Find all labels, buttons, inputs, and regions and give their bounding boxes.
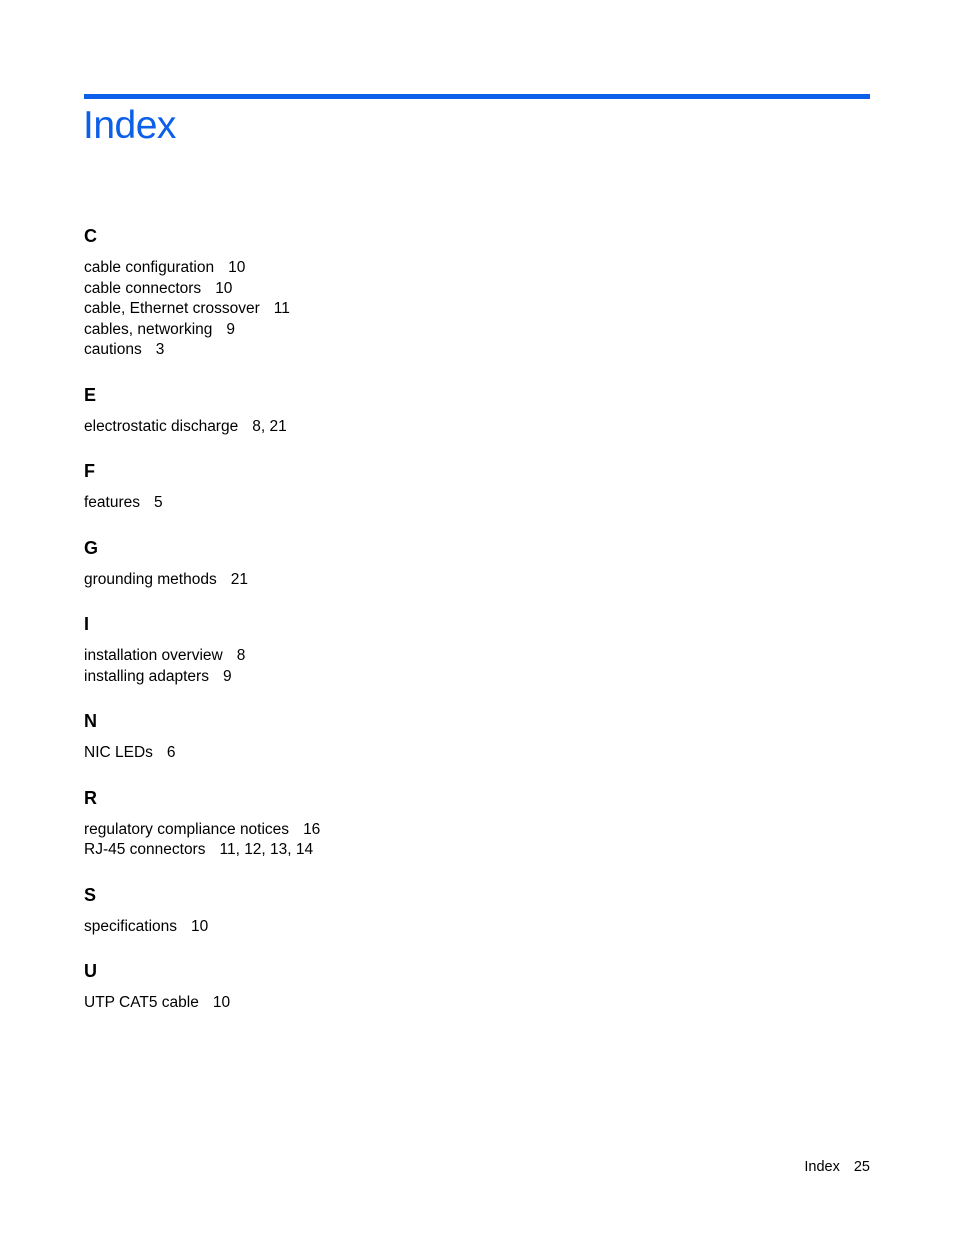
index-section-g bbox=[84, 534, 684, 591]
entry-term: cables, networking bbox=[84, 320, 213, 338]
section-letter: U bbox=[84, 961, 97, 981]
entry-term: cable configuration bbox=[84, 259, 215, 276]
entry-pages[interactable]: 11 bbox=[273, 300, 290, 317]
page-footer bbox=[804, 1157, 870, 1177]
entry-pages[interactable]: 6 bbox=[166, 744, 176, 761]
index-section-i bbox=[84, 610, 684, 687]
entry-term: installation overview bbox=[84, 647, 223, 664]
index-body bbox=[84, 222, 684, 1034]
index-entry bbox=[84, 340, 684, 361]
index-entry bbox=[84, 840, 684, 861]
index-section-r bbox=[84, 784, 684, 861]
entry-pages[interactable]: 9 bbox=[226, 320, 235, 338]
entry-pages[interactable]: 9 bbox=[222, 667, 232, 685]
entry-pages[interactable]: 21 bbox=[230, 570, 248, 588]
entry-term: installing adapters bbox=[84, 667, 209, 685]
section-letter: C bbox=[84, 226, 97, 246]
section-letter: F bbox=[84, 461, 95, 481]
entry-term: regulatory compliance notices bbox=[84, 820, 290, 838]
section-letter: E bbox=[84, 384, 97, 405]
index-entry bbox=[84, 646, 684, 667]
entry-term: features bbox=[84, 494, 141, 511]
entry-pages[interactable]: 3 bbox=[155, 341, 165, 358]
section-letter: G bbox=[84, 537, 99, 558]
index-entry bbox=[84, 258, 684, 279]
entry-term: grounding methods bbox=[84, 570, 217, 588]
entry-pages[interactable]: 10 bbox=[228, 259, 246, 276]
entry-term: specifications bbox=[84, 917, 178, 935]
entry-pages[interactable]: 10 bbox=[215, 279, 233, 297]
entry-term: RJ-45 connectors bbox=[84, 841, 206, 858]
entry-term: UTP CAT5 cable bbox=[84, 994, 199, 1011]
section-letter: S bbox=[84, 884, 97, 905]
entry-pages[interactable]: 16 bbox=[303, 820, 321, 838]
entry-pages[interactable]: 8, 21 bbox=[252, 417, 287, 435]
index-entry bbox=[84, 743, 684, 764]
index-entry bbox=[84, 279, 684, 300]
index-entry bbox=[84, 299, 684, 320]
entry-term: cautions bbox=[84, 341, 142, 358]
index-entry bbox=[84, 667, 684, 688]
footer-page-number: 25 bbox=[853, 1159, 870, 1175]
index-section-u bbox=[84, 957, 684, 1014]
index-section-f bbox=[84, 457, 684, 514]
title-rule bbox=[84, 94, 870, 99]
index-section-e bbox=[84, 381, 684, 438]
index-entry bbox=[84, 917, 684, 938]
entry-term: electrostatic discharge bbox=[84, 417, 239, 435]
entry-term: cable, Ethernet crossover bbox=[84, 300, 260, 317]
index-entry bbox=[84, 417, 684, 438]
index-section-n bbox=[84, 707, 684, 764]
index-entry bbox=[84, 320, 684, 341]
section-letter: I bbox=[84, 614, 90, 634]
entry-term: NIC LEDs bbox=[84, 744, 153, 761]
entry-pages[interactable]: 11, 12, 13, 14 bbox=[219, 841, 314, 858]
entry-pages[interactable]: 8 bbox=[236, 647, 246, 664]
entry-pages[interactable]: 10 bbox=[212, 994, 231, 1011]
section-letter: R bbox=[84, 787, 97, 808]
section-letter: N bbox=[84, 711, 97, 731]
page-title: Index bbox=[83, 104, 176, 147]
index-entry bbox=[84, 570, 684, 591]
entry-pages[interactable]: 5 bbox=[154, 494, 163, 511]
index-section-c bbox=[84, 222, 684, 361]
footer-section-name: Index bbox=[804, 1159, 840, 1175]
index-entry bbox=[84, 993, 684, 1014]
index-entry bbox=[84, 820, 684, 841]
entry-pages[interactable]: 10 bbox=[191, 917, 209, 935]
index-section-s bbox=[84, 881, 684, 938]
entry-term: cable connectors bbox=[84, 279, 202, 297]
index-entry bbox=[84, 493, 684, 514]
